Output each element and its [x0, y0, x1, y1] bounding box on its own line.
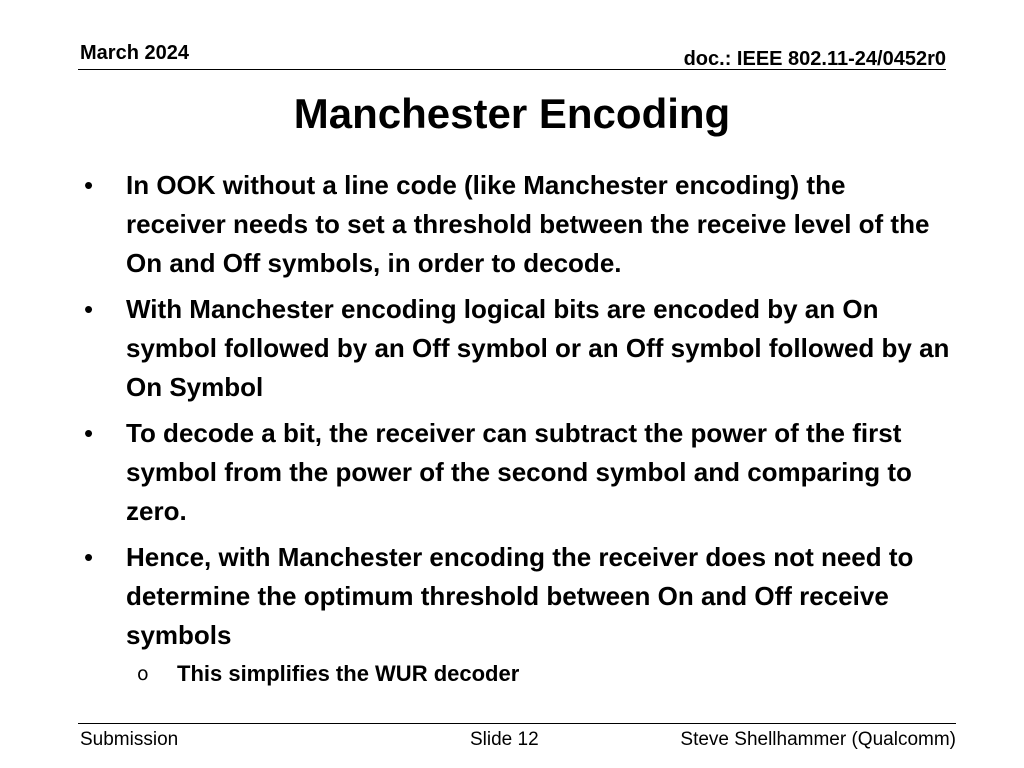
footer-divider — [78, 723, 956, 724]
bullet-item-ook-threshold — [80, 166, 950, 283]
header-date: March 2024 — [80, 42, 189, 64]
bullet-marker: • — [84, 418, 94, 448]
footer-submission: Submission — [80, 729, 179, 750]
header-document-id: doc.: IEEE 802.11-24/0452r0 — [683, 48, 946, 70]
bullet-marker: • — [84, 294, 94, 324]
bullet-item-decode-bit — [80, 414, 950, 531]
sub-bullet-marker: o — [137, 663, 149, 685]
bullet-text: Hence, with Manchester encoding the receiver does not need to determine the optimum threshold between On and Off receive symbols — [126, 542, 914, 650]
bullet-item-no-threshold — [80, 538, 950, 655]
bullet-list — [80, 166, 950, 690]
bullet-text: With Manchester encoding logical bits are encoded by an On symbol followed by an Off symbol or an Off symbol followed by an On Symbol — [126, 294, 950, 402]
bullet-text: In OOK without a line code (like Manchester encoding) the receiver needs to set a threshold between the receive level of the On and Off symbols, in order to decode. — [126, 170, 930, 278]
slide-title: Manchester Encoding — [293, 90, 731, 137]
bullet-text: To decode a bit, the receiver can subtract the power of the first symbol from the power of the second symbol and comparing to zero. — [126, 418, 912, 526]
bullet-marker: • — [84, 542, 94, 572]
bullet-item-manchester-bits — [80, 290, 950, 407]
sub-bullet-item-wur-decoder — [80, 658, 950, 690]
bullet-marker: • — [84, 170, 94, 200]
header-divider — [78, 69, 946, 70]
footer-author: Steve Shellhammer (Qualcomm) — [680, 729, 956, 750]
sub-bullet-text: This simplifies the WUR decoder — [177, 661, 520, 686]
footer-slide-number: Slide 12 — [470, 729, 539, 750]
